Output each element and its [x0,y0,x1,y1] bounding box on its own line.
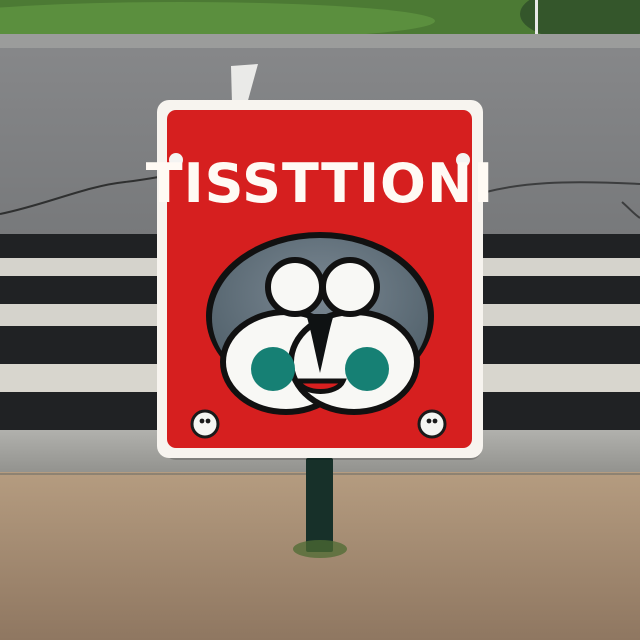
mascot-face [206,232,434,412]
sign-text: TISSTTIONI [145,152,495,215]
bolt-right-dot-1 [427,419,432,424]
right-ear [323,260,377,314]
left-eye [251,347,295,391]
bolt-right-dot-2 [433,419,438,424]
right-eye [345,347,389,391]
bolt-left [192,411,218,437]
road-edge [0,34,640,48]
post-grass [293,540,347,558]
white-post [535,0,538,34]
bolt-left-dot-1 [200,419,205,424]
sign-post [306,458,333,552]
left-ear [268,260,322,314]
bolt-right [419,411,445,437]
mouth [298,381,343,392]
bolt-left-dot-2 [206,419,211,424]
